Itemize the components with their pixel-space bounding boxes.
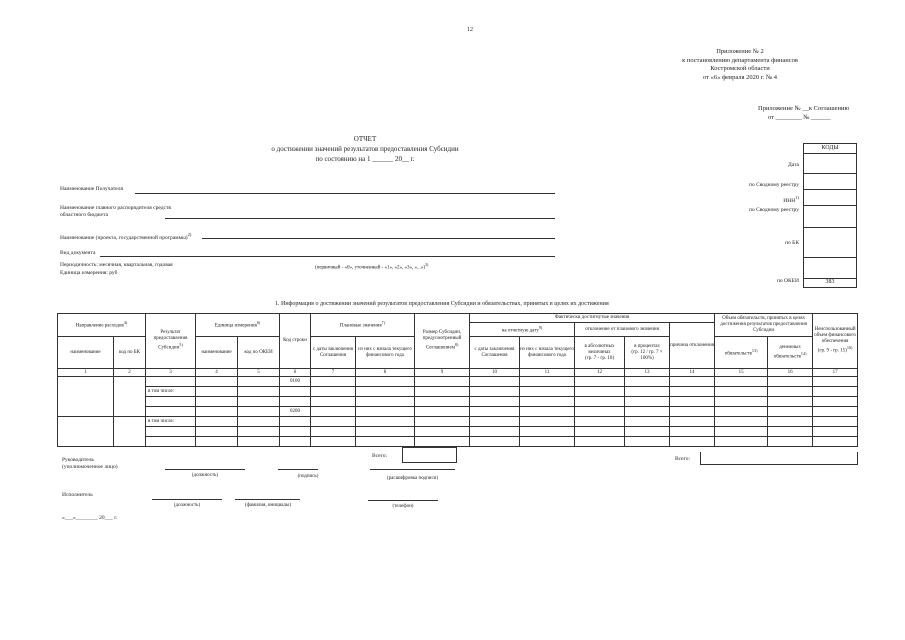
appendix-block bbox=[660, 48, 820, 82]
codes-inn-label: ИНН$^{1)}$ bbox=[783, 195, 799, 204]
th-obligations: Объем обязательств, принятых в целях достижения результатов предоставления Субсидии bbox=[715, 314, 813, 337]
project-label: Наименование (проекта, государственной программы)$^{2)}$ bbox=[60, 232, 192, 241]
table-cell bbox=[146, 407, 196, 417]
table-cell bbox=[356, 397, 415, 407]
table-cell bbox=[238, 407, 280, 417]
codes-okei-label: по ОКЕИ bbox=[776, 278, 799, 284]
table-cell bbox=[520, 417, 575, 427]
th-fact-year: из них с начала текущего финансового года bbox=[520, 337, 575, 369]
total-left-cell bbox=[402, 447, 457, 463]
page-number: 12 bbox=[467, 27, 473, 33]
table-cell bbox=[768, 437, 813, 447]
table-cell bbox=[114, 417, 146, 447]
doc-type-label: Вид документа bbox=[60, 250, 96, 256]
table-cell bbox=[470, 407, 520, 417]
th-okei: код по ОКЕИ bbox=[238, 337, 280, 369]
table-cell bbox=[146, 437, 196, 447]
table-cell bbox=[311, 437, 356, 447]
table-cell bbox=[356, 387, 415, 397]
table-cell bbox=[356, 407, 415, 417]
agreement-line: Приложение № __к Соглашению bbox=[758, 105, 850, 112]
table-cell bbox=[670, 387, 715, 397]
table-cell bbox=[520, 407, 575, 417]
table-cell bbox=[470, 417, 520, 427]
codes-header: КОДЫ bbox=[804, 144, 856, 154]
table-cell bbox=[196, 407, 238, 417]
table-cell bbox=[715, 377, 768, 387]
table-cell bbox=[813, 417, 858, 427]
table-cell bbox=[58, 417, 114, 447]
table-cell bbox=[575, 437, 625, 447]
col-number: 1 bbox=[58, 369, 114, 377]
table-cell bbox=[768, 407, 813, 417]
table-cell bbox=[311, 377, 356, 387]
table-cell bbox=[415, 417, 470, 427]
table-cell bbox=[575, 427, 625, 437]
table-cell bbox=[58, 377, 114, 417]
table-cell bbox=[670, 427, 715, 437]
table-cell bbox=[768, 427, 813, 437]
table-cell bbox=[670, 397, 715, 407]
table-cell bbox=[114, 377, 146, 417]
table-cell bbox=[768, 417, 813, 427]
table-cell bbox=[415, 377, 470, 387]
table-cell bbox=[356, 377, 415, 387]
table-cell bbox=[520, 397, 575, 407]
table-cell bbox=[470, 387, 520, 397]
table-cell bbox=[575, 417, 625, 427]
table-cell bbox=[470, 427, 520, 437]
table-cell bbox=[715, 417, 768, 427]
table-cell bbox=[575, 387, 625, 397]
table-cell bbox=[670, 417, 715, 427]
table-cell bbox=[715, 427, 768, 437]
th-bk-code: код по БК bbox=[114, 337, 146, 369]
table-cell bbox=[311, 397, 356, 407]
codes-registry2-label: по Сводному реестру bbox=[749, 207, 799, 213]
appendix-line: Приложение № 2 bbox=[716, 48, 764, 55]
table-cell bbox=[196, 377, 238, 387]
head-decoding-caption: (расшифровка подписи) bbox=[386, 476, 439, 481]
table-row bbox=[58, 437, 858, 447]
table-cell bbox=[280, 437, 311, 447]
table-cell bbox=[196, 397, 238, 407]
table-cell bbox=[715, 397, 768, 407]
executor-position-caption: (должность) bbox=[173, 503, 201, 508]
th-unused: Неиспользованный объем финансового обеспечения (гр. 9 - гр. 15)$^{16)}$ bbox=[813, 314, 858, 369]
table-cell bbox=[146, 377, 196, 387]
table-cell bbox=[768, 397, 813, 407]
table-row bbox=[58, 427, 858, 437]
head-signature-line bbox=[278, 469, 318, 470]
column-numbers-row bbox=[58, 369, 858, 377]
table-cell bbox=[196, 387, 238, 397]
th-plan: Плановые значения$^{7)}$ bbox=[311, 314, 415, 337]
codes-empty-cell bbox=[804, 257, 856, 279]
th-pct: в процентах (гр. 12 / гр. 7 × 100%) bbox=[625, 337, 670, 369]
th-abs: в абсолютных величинах (гр. 7 - гр. 10) bbox=[575, 337, 625, 369]
codes-bk-label: по БК bbox=[785, 240, 799, 246]
incl-label: в том числе: bbox=[146, 417, 196, 427]
table-cell bbox=[311, 387, 356, 397]
th-oblig: обязательств$^{13)}$ bbox=[715, 337, 768, 369]
table-cell bbox=[356, 427, 415, 437]
codes-registry2-cell bbox=[804, 205, 856, 228]
executor-position-line bbox=[152, 499, 222, 500]
table-cell bbox=[625, 407, 670, 417]
table-cell bbox=[625, 427, 670, 437]
col-number: 17 bbox=[813, 369, 858, 377]
table-cell bbox=[625, 377, 670, 387]
appendix-line: Костромской области bbox=[710, 65, 770, 72]
col-number: 10 bbox=[470, 369, 520, 377]
table-cell bbox=[311, 417, 356, 427]
total-right-cell bbox=[700, 452, 858, 465]
appendix-line: от «6» февраля 2020 г. № 4 bbox=[702, 73, 778, 81]
table-cell bbox=[238, 427, 280, 437]
codes-okei-value: 383 bbox=[825, 279, 835, 285]
th-unit: Единица измерения$^{6)}$ bbox=[196, 314, 280, 337]
th-line-code: Код строки bbox=[280, 314, 311, 369]
table-cell bbox=[415, 437, 470, 447]
codes-date-cell bbox=[804, 153, 856, 174]
results-table bbox=[57, 313, 858, 447]
col-number: 11 bbox=[520, 369, 575, 377]
total-right-label: Всего: bbox=[675, 456, 691, 462]
executor-phone-caption: (телефон) bbox=[392, 504, 414, 509]
head-position-line bbox=[165, 469, 245, 470]
line-code-0100: 0100 bbox=[280, 377, 311, 387]
col-number: 8 bbox=[356, 369, 415, 377]
codes-date-label: Дата bbox=[788, 162, 799, 168]
table-row bbox=[58, 377, 858, 387]
table-cell bbox=[625, 437, 670, 447]
report-title bbox=[250, 134, 480, 164]
table-cell bbox=[715, 407, 768, 417]
table-cell bbox=[715, 387, 768, 397]
table-cell bbox=[470, 377, 520, 387]
codes-registry-label: по Сводному реестру bbox=[749, 182, 799, 188]
title-line: по состоянию на 1 ______ 20__ г. bbox=[315, 155, 415, 163]
table-cell bbox=[520, 437, 575, 447]
table-cell bbox=[715, 437, 768, 447]
table-cell bbox=[238, 387, 280, 397]
th-direction: Направление расходов$^{4)}$ bbox=[58, 314, 146, 337]
col-number: 16 bbox=[768, 369, 813, 377]
table-cell bbox=[575, 397, 625, 407]
table-cell bbox=[146, 427, 196, 437]
table-cell bbox=[356, 437, 415, 447]
th-fact-date2: с даты заключения Соглашения bbox=[470, 337, 520, 369]
col-number: 4 bbox=[196, 369, 238, 377]
table-cell bbox=[768, 377, 813, 387]
doc-type-line bbox=[100, 256, 555, 257]
table-cell bbox=[625, 397, 670, 407]
table-cell bbox=[520, 377, 575, 387]
col-number: 3 bbox=[146, 369, 196, 377]
table-row bbox=[58, 417, 858, 427]
table-row bbox=[58, 407, 858, 417]
th-plan-year: из них с начала текущего финансового года bbox=[356, 337, 415, 369]
table-cell bbox=[575, 377, 625, 387]
th-size: Размер Субсидии, предусмотренный Соглашением$^{8)}$ bbox=[415, 314, 470, 369]
table-cell bbox=[238, 377, 280, 387]
col-number: 6 bbox=[280, 369, 311, 377]
unit-label: Единица измерения: руб bbox=[60, 270, 118, 276]
th-result: Результат предоставления Субсидии$^{5)}$ bbox=[146, 314, 196, 369]
col-number: 5 bbox=[238, 369, 280, 377]
recipient-line bbox=[135, 193, 555, 194]
th-deviation: отклонение от планового значения bbox=[575, 323, 670, 337]
col-number: 13 bbox=[625, 369, 670, 377]
title-line: ОТЧЕТ bbox=[353, 135, 377, 143]
table-cell bbox=[311, 427, 356, 437]
table-cell bbox=[280, 417, 311, 427]
executor-phone-line bbox=[368, 500, 438, 501]
codes-inn-cell bbox=[804, 189, 856, 206]
codes-box bbox=[803, 143, 857, 288]
recipient-label: Наименование Получателя bbox=[60, 186, 123, 192]
table-cell bbox=[146, 397, 196, 407]
th-fact: Фактически достигнутые значения bbox=[470, 314, 715, 323]
th-name: наименование bbox=[58, 337, 114, 369]
col-number: 12 bbox=[575, 369, 625, 377]
table-cell bbox=[575, 407, 625, 417]
th-reason: причина отклонения bbox=[670, 323, 715, 369]
table-cell bbox=[470, 437, 520, 447]
table-cell bbox=[238, 417, 280, 427]
table-cell bbox=[625, 387, 670, 397]
table-row bbox=[58, 387, 858, 397]
table-cell bbox=[768, 387, 813, 397]
th-fact-date: на отчетную дату$^{9)}$ bbox=[470, 323, 575, 337]
executor-fio-line bbox=[235, 499, 300, 500]
table-cell bbox=[238, 437, 280, 447]
codes-bk-cell bbox=[804, 227, 856, 258]
table-cell bbox=[520, 387, 575, 397]
th-plan-date: с даты заключения Соглашения bbox=[311, 337, 356, 369]
table-cell bbox=[415, 427, 470, 437]
head-signature-caption: (подпись) bbox=[297, 474, 319, 479]
table-cell bbox=[280, 397, 311, 407]
table-row bbox=[58, 397, 858, 407]
table-cell bbox=[238, 397, 280, 407]
col-number: 15 bbox=[715, 369, 768, 377]
col-number: 9 bbox=[415, 369, 470, 377]
th-money: денежных обязательств$^{14)}$ bbox=[768, 337, 813, 369]
appendix-line: к постановлению департамента финансов bbox=[682, 56, 798, 64]
line-code-0200: 0200 bbox=[280, 407, 311, 417]
table-cell bbox=[813, 437, 858, 447]
agreement-block bbox=[758, 104, 849, 122]
executor-fio-caption: (фамилия, инициалы) bbox=[244, 503, 292, 508]
table-cell bbox=[280, 387, 311, 397]
table-cell bbox=[625, 417, 670, 427]
table-cell bbox=[196, 437, 238, 447]
incl-label: в том числе: bbox=[146, 387, 196, 397]
table-cell bbox=[670, 407, 715, 417]
manager-line bbox=[165, 218, 555, 219]
executor-label: Исполнитель bbox=[62, 492, 93, 498]
table-cell bbox=[813, 377, 858, 387]
col-number: 14 bbox=[670, 369, 715, 377]
table-cell bbox=[470, 397, 520, 407]
table-cell bbox=[415, 387, 470, 397]
table-cell bbox=[813, 407, 858, 417]
table-cell bbox=[670, 437, 715, 447]
table-cell bbox=[356, 417, 415, 427]
table-cell bbox=[196, 417, 238, 427]
table-cell bbox=[415, 407, 470, 417]
col-number: 7 bbox=[311, 369, 356, 377]
total-left-label: Всего: bbox=[372, 453, 388, 459]
periodicity-label: Периодичность: месячная, квартальная, годовая bbox=[60, 262, 173, 268]
head-position-caption: (должность) bbox=[191, 473, 219, 478]
col-number: 2 bbox=[114, 369, 146, 377]
section-title: 1. Информация о достижении значений результатов предоставления Субсидии и обязательствах, принятых в целях их достижения bbox=[275, 301, 609, 307]
head-label: Руководитель (уполномоченное лицо) bbox=[62, 457, 118, 470]
table-cell bbox=[813, 397, 858, 407]
table-cell bbox=[415, 397, 470, 407]
doc-type-hint: (первичный - «0», уточненный - «1», «2», «3», «...»)$^{3)}$ bbox=[315, 262, 429, 271]
table-cell bbox=[670, 377, 715, 387]
table-cell bbox=[311, 407, 356, 417]
title-line: о достижении значений результатов предоставления Субсидии bbox=[271, 145, 459, 153]
head-decoding-line bbox=[370, 469, 455, 470]
manager-label: Наименование главного распорядителя средств областного бюджета bbox=[60, 205, 171, 218]
report-date: «___»________ 20___ г. bbox=[62, 515, 118, 521]
table-cell bbox=[280, 427, 311, 437]
project-line bbox=[202, 238, 555, 239]
agreement-line: от ________ № ______ bbox=[768, 114, 831, 121]
table-cell bbox=[813, 427, 858, 437]
table-cell bbox=[520, 427, 575, 437]
table-cell bbox=[196, 427, 238, 437]
codes-registry-cell bbox=[804, 173, 856, 190]
table-cell bbox=[813, 387, 858, 397]
th-unit-name: наименование bbox=[196, 337, 238, 369]
